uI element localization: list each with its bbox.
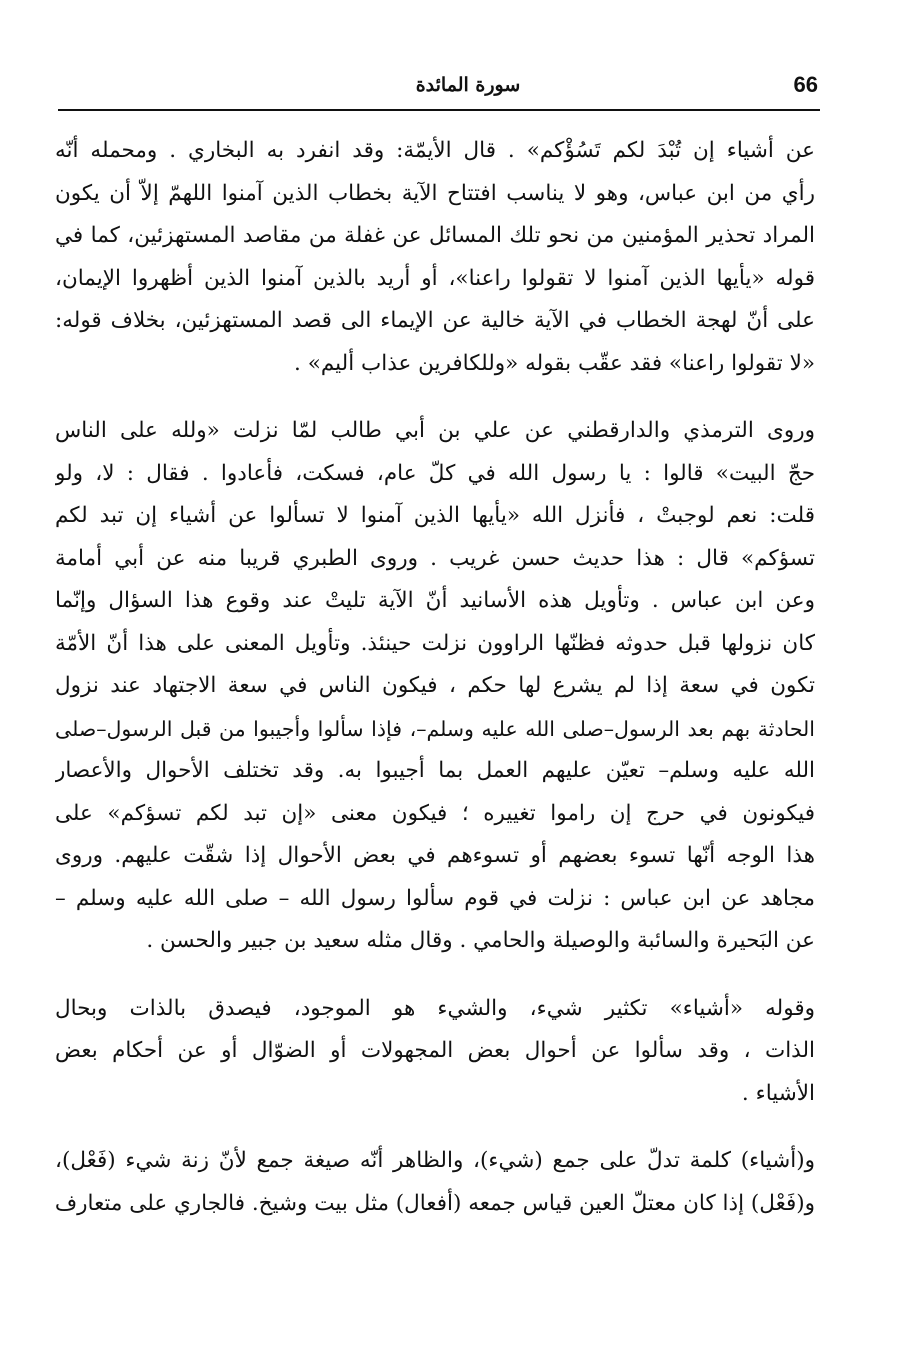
text-line: رأي من ابن عباس، وهو لا يناسب افتتاح الآية بخطاب الذين آمنوا اللهمّ إلاّ أن يكون	[55, 180, 815, 206]
text-line: الحادثة بهم بعد الرسول–صلى الله عليه وسلم–، فإذا سألوا وأجيبوا من قبل الرسول–صلى	[55, 716, 815, 741]
text-line: تسؤكم» قال : هذا حديث حسن غريب . وروى الطبري قريبا منه عن أبي أمامة	[55, 545, 815, 571]
text-line: الأشياء .	[741, 1080, 815, 1106]
text-line: تكون في سعة إذا لم يشرع لها حكم ، فيكون الناس في سعة الاجتهاد عند نزول	[55, 673, 815, 698]
paragraph-gap	[55, 1115, 815, 1140]
text-line: كان نزولها قبل حدوثه فظنّها الراوون نزلت حينئذ. وتأويل المعنى على هذا أنّ الأمّة	[55, 630, 815, 656]
page-number: 66	[793, 72, 818, 97]
text-line: قلت: نعم لوجبتْ ، فأنزل الله «يأيها الذين آمنوا لا تسألوا عن أشياء إن تبد لكم	[55, 503, 815, 528]
text-line: على أنّ لهجة الخطاب في الآية خالية عن الإيماء الى قصد المستهزئين، بخلاف قوله:	[55, 308, 815, 333]
paragraph-gap	[55, 963, 815, 988]
text-line: قوله «يأيها الذين آمنوا لا تقولوا راعنا»، أو أريد بالذين آمنوا الذين أظهروا الإيمان،	[55, 265, 815, 291]
text-line: فيكونون في حرج إن راموا تغييره ؛ فيكون معنى «إن تبد لكم تسؤكم» على	[55, 800, 815, 826]
text-line: حجّ البيت» قالوا : يا رسول الله في كلّ عام، فسكت، فأعادوا . فقال : لا، ولو	[55, 460, 815, 486]
text-line: وروى الترمذي والدارقطني عن علي بن أبي طالب لمّا نزلت «ولله على الناس	[55, 418, 815, 443]
text-line: وعن ابن عباس . وتأويل هذه الأسانيد أنّ الآية تليتْ عند وقوع هذا السؤال وإنّما	[55, 588, 815, 613]
text-line: الله عليه وسلم– تعيّن عليهم العمل بما أجيبوا به. وقد تختلف الأحوال والأعصار	[55, 758, 815, 783]
paragraph-gap	[55, 385, 815, 410]
text-line: عن أشياء إن تُبْدَ لكم تَسُؤْكم» . قال الأيمّة: وقد انفرد به البخاري . ومحمله أنّه	[55, 138, 815, 163]
text-line: الذات ، وقد سألوا عن أحوال بعض المجهولات أو الضوّال أو عن أحكام بعض	[55, 1038, 815, 1063]
running-title: سورة المائدة	[415, 74, 521, 96]
text-line: وقوله «أشياء» تكثير شيء، والشيء هو الموجود، فيصدق بالذات وبحال	[55, 995, 815, 1021]
paragraph-4	[55, 1140, 815, 1225]
text-line: عن البَحيرة والسائبة والوصيلة والحامي . وقال مثله سعيد بن جبير والحسن .	[146, 928, 815, 953]
text-line: هذا الوجه أنّها تسوء بعضهم أو تسوءهم في بعض الأحوال إذا شقّت عليهم. وروى	[55, 843, 815, 868]
body-text	[55, 130, 815, 1225]
paragraph-2	[55, 410, 815, 963]
text-line: مجاهد عن ابن عباس : نزلت في قوم سألوا رسول الله – صلى الله عليه وسلم –	[55, 885, 815, 911]
page-header	[58, 66, 818, 106]
header-rule	[58, 109, 820, 111]
text-line: و(أشياء) كلمة تدلّ على جمع (شيء)، والظاهر أنّه صيغة جمع لأنّ زنة شيء (فَعْل)،	[55, 1148, 815, 1173]
paragraph-1	[55, 130, 815, 385]
paragraph-3	[55, 988, 815, 1116]
text-line: «لا تقولوا راعنا» فقد عقّب بقوله «وللكافرين عذاب أليم» .	[294, 350, 815, 376]
text-line: و(فَعْل) إذا كان معتلّ العين قياس جمعه (أفعال) مثل بيت وشيخ. فالجاري على متعارف	[55, 1190, 815, 1216]
text-line: المراد تحذير المؤمنين من نحو تلك المسائل عن غفلة من مقاصد المستهزئين، كما في	[55, 223, 815, 248]
